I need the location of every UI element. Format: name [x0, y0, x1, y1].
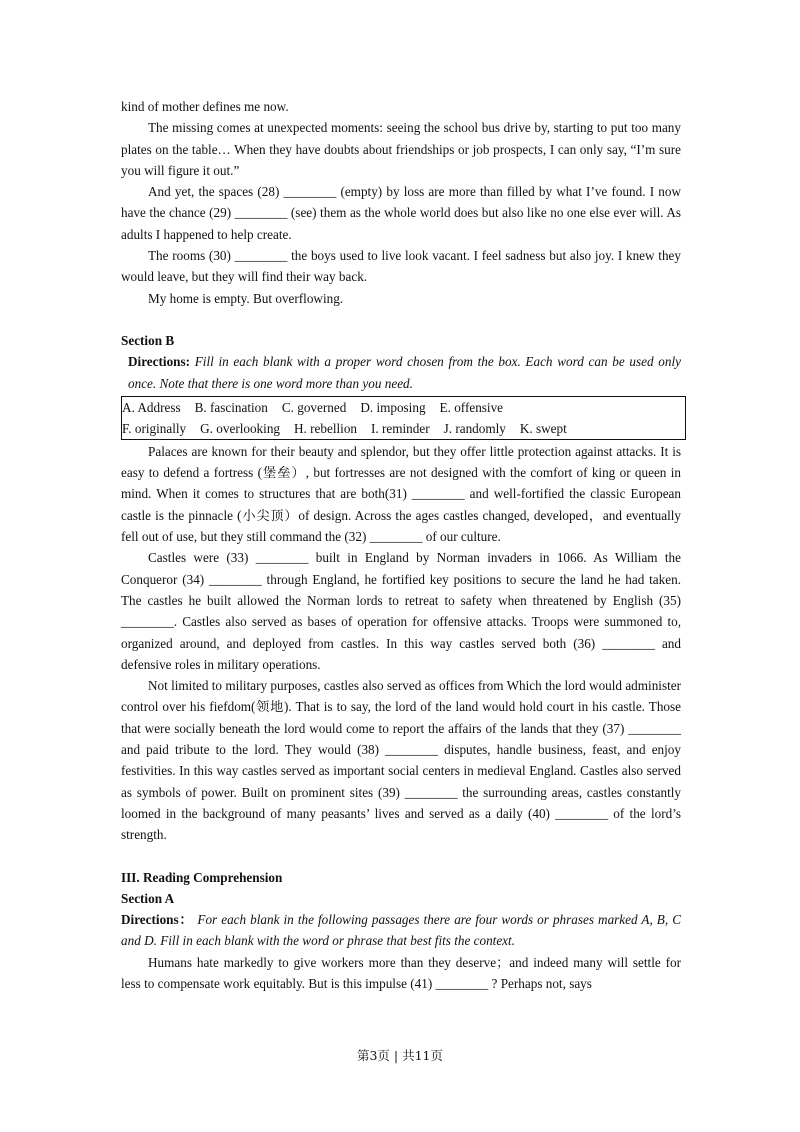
- word-option: D. imposing: [360, 399, 426, 415]
- paragraph: kind of mother defines me now.: [121, 99, 289, 114]
- paragraph: Humans hate markedly to give workers more than they deserve；and indeed many will settle for less to compensate work equitably. But is this impulse (41) ________ ? Perhaps not, says: [121, 954, 681, 991]
- section-b-directions: [121, 351, 681, 394]
- spacer: [121, 309, 681, 330]
- word-box-row: [122, 397, 685, 418]
- word-option: I. reminder: [371, 420, 430, 436]
- directions-text: Fill in each blank with a proper word chosen from the box. Each word can be used only once. Note that there is one word more than you need.: [128, 354, 682, 391]
- directions-label: Directions:: [128, 354, 191, 370]
- word-option: J. randomly: [443, 420, 506, 436]
- paragraph: Not limited to military purposes, castles also served as offices from Which the lord would administer control over his fiefdom(领地). That is to say, the lord of the land would hold court in his castle. Those that were socially beneath the lord would come to report the affairs of the lands that they (37) ________ and paid tribute to the lord. They would (38) ________ disputes, handle business, feast, and enjoy festivities. In this way castles served as important social centers in medieval England. Castles also served as symbols of power. Built on prominent sites (39) ________ the surrounding areas, castles constantly loomed in the background of many peasants’ lives and served as a daily (40) ________ of the lord’s strength.: [121, 678, 681, 843]
- section-b-title: Section B: [121, 332, 175, 348]
- page-footer: 第3页 | 共11页: [356, 1048, 444, 1063]
- word-option: K. swept: [519, 420, 567, 436]
- directions-text: For each blank in the following passages there are four words or phrases marked A, B, C and D. Fill in each blank with the word or phrase that best fits the context.: [121, 912, 682, 949]
- section-iii-title: III. Reading Comprehension: [121, 869, 283, 885]
- paragraph: And yet, the spaces (28) ________ (empty) by loss are more than filled by what I’ve found. I now have the chance (29) ________ (see) them as the whole world does but also like no one else ever will. As adults I happened to help create.: [121, 184, 681, 242]
- word-option: F. originally: [122, 420, 187, 436]
- paragraph: Castles were (33) ________ built in England by Norman invaders in 1066. As William the Conqueror (34) ________ through England, he fortified key positions to secure the land he had taken. The castles he built allowed the Norman lords to retreat to safety when threatened by English (35) ________. Castles also served as bases of operation for offensive attacks. Troops were summoned to, organized around, and deployed from castles. In this way castles served both (36) ________ and defensive roles in military operations.: [121, 550, 681, 672]
- section-a-directions: [121, 909, 681, 952]
- paragraph: The missing comes at unexpected moments: seeing the school bus drive by, starting to put too many plates on the table… When they have doubts about friendships or job prospects, I can only say, “I’m sure you will figure it out.”: [121, 120, 681, 178]
- word-box: [121, 396, 686, 440]
- word-option: E. offensive: [439, 399, 504, 415]
- word-option: H. rebellion: [294, 420, 358, 436]
- paragraph: Palaces are known for their beauty and splendor, but they offer little protection against attacks. It is easy to defend a fortress (堡垒）, but fortresses are not designed with the comfort of king or queen in mind. When it comes to structures that are both(31) ________ and well-fortified the classic European castle is the pinnacle (小尖顶）of design. Across the ages castles changed, developed，and eventually fell out of use, but they still command the (32) ________ of our culture.: [121, 443, 681, 545]
- word-option: G. overlooking: [200, 420, 281, 436]
- document-page: [121, 96, 681, 994]
- word-option: A. Address: [122, 399, 181, 415]
- spacer: [121, 846, 681, 867]
- word-option: C. governed: [281, 399, 347, 415]
- word-box-row: [122, 418, 685, 439]
- section-a-title: Section A: [121, 890, 175, 906]
- directions-label: Directions：: [121, 912, 194, 928]
- paragraph: My home is empty. But overflowing.: [148, 290, 344, 306]
- word-option: B. fascination: [194, 399, 268, 415]
- paragraph: The rooms (30) ________ the boys used to live look vacant. I feel sadness but also joy. I knew they would leave, but they will find their way back.: [121, 248, 681, 285]
